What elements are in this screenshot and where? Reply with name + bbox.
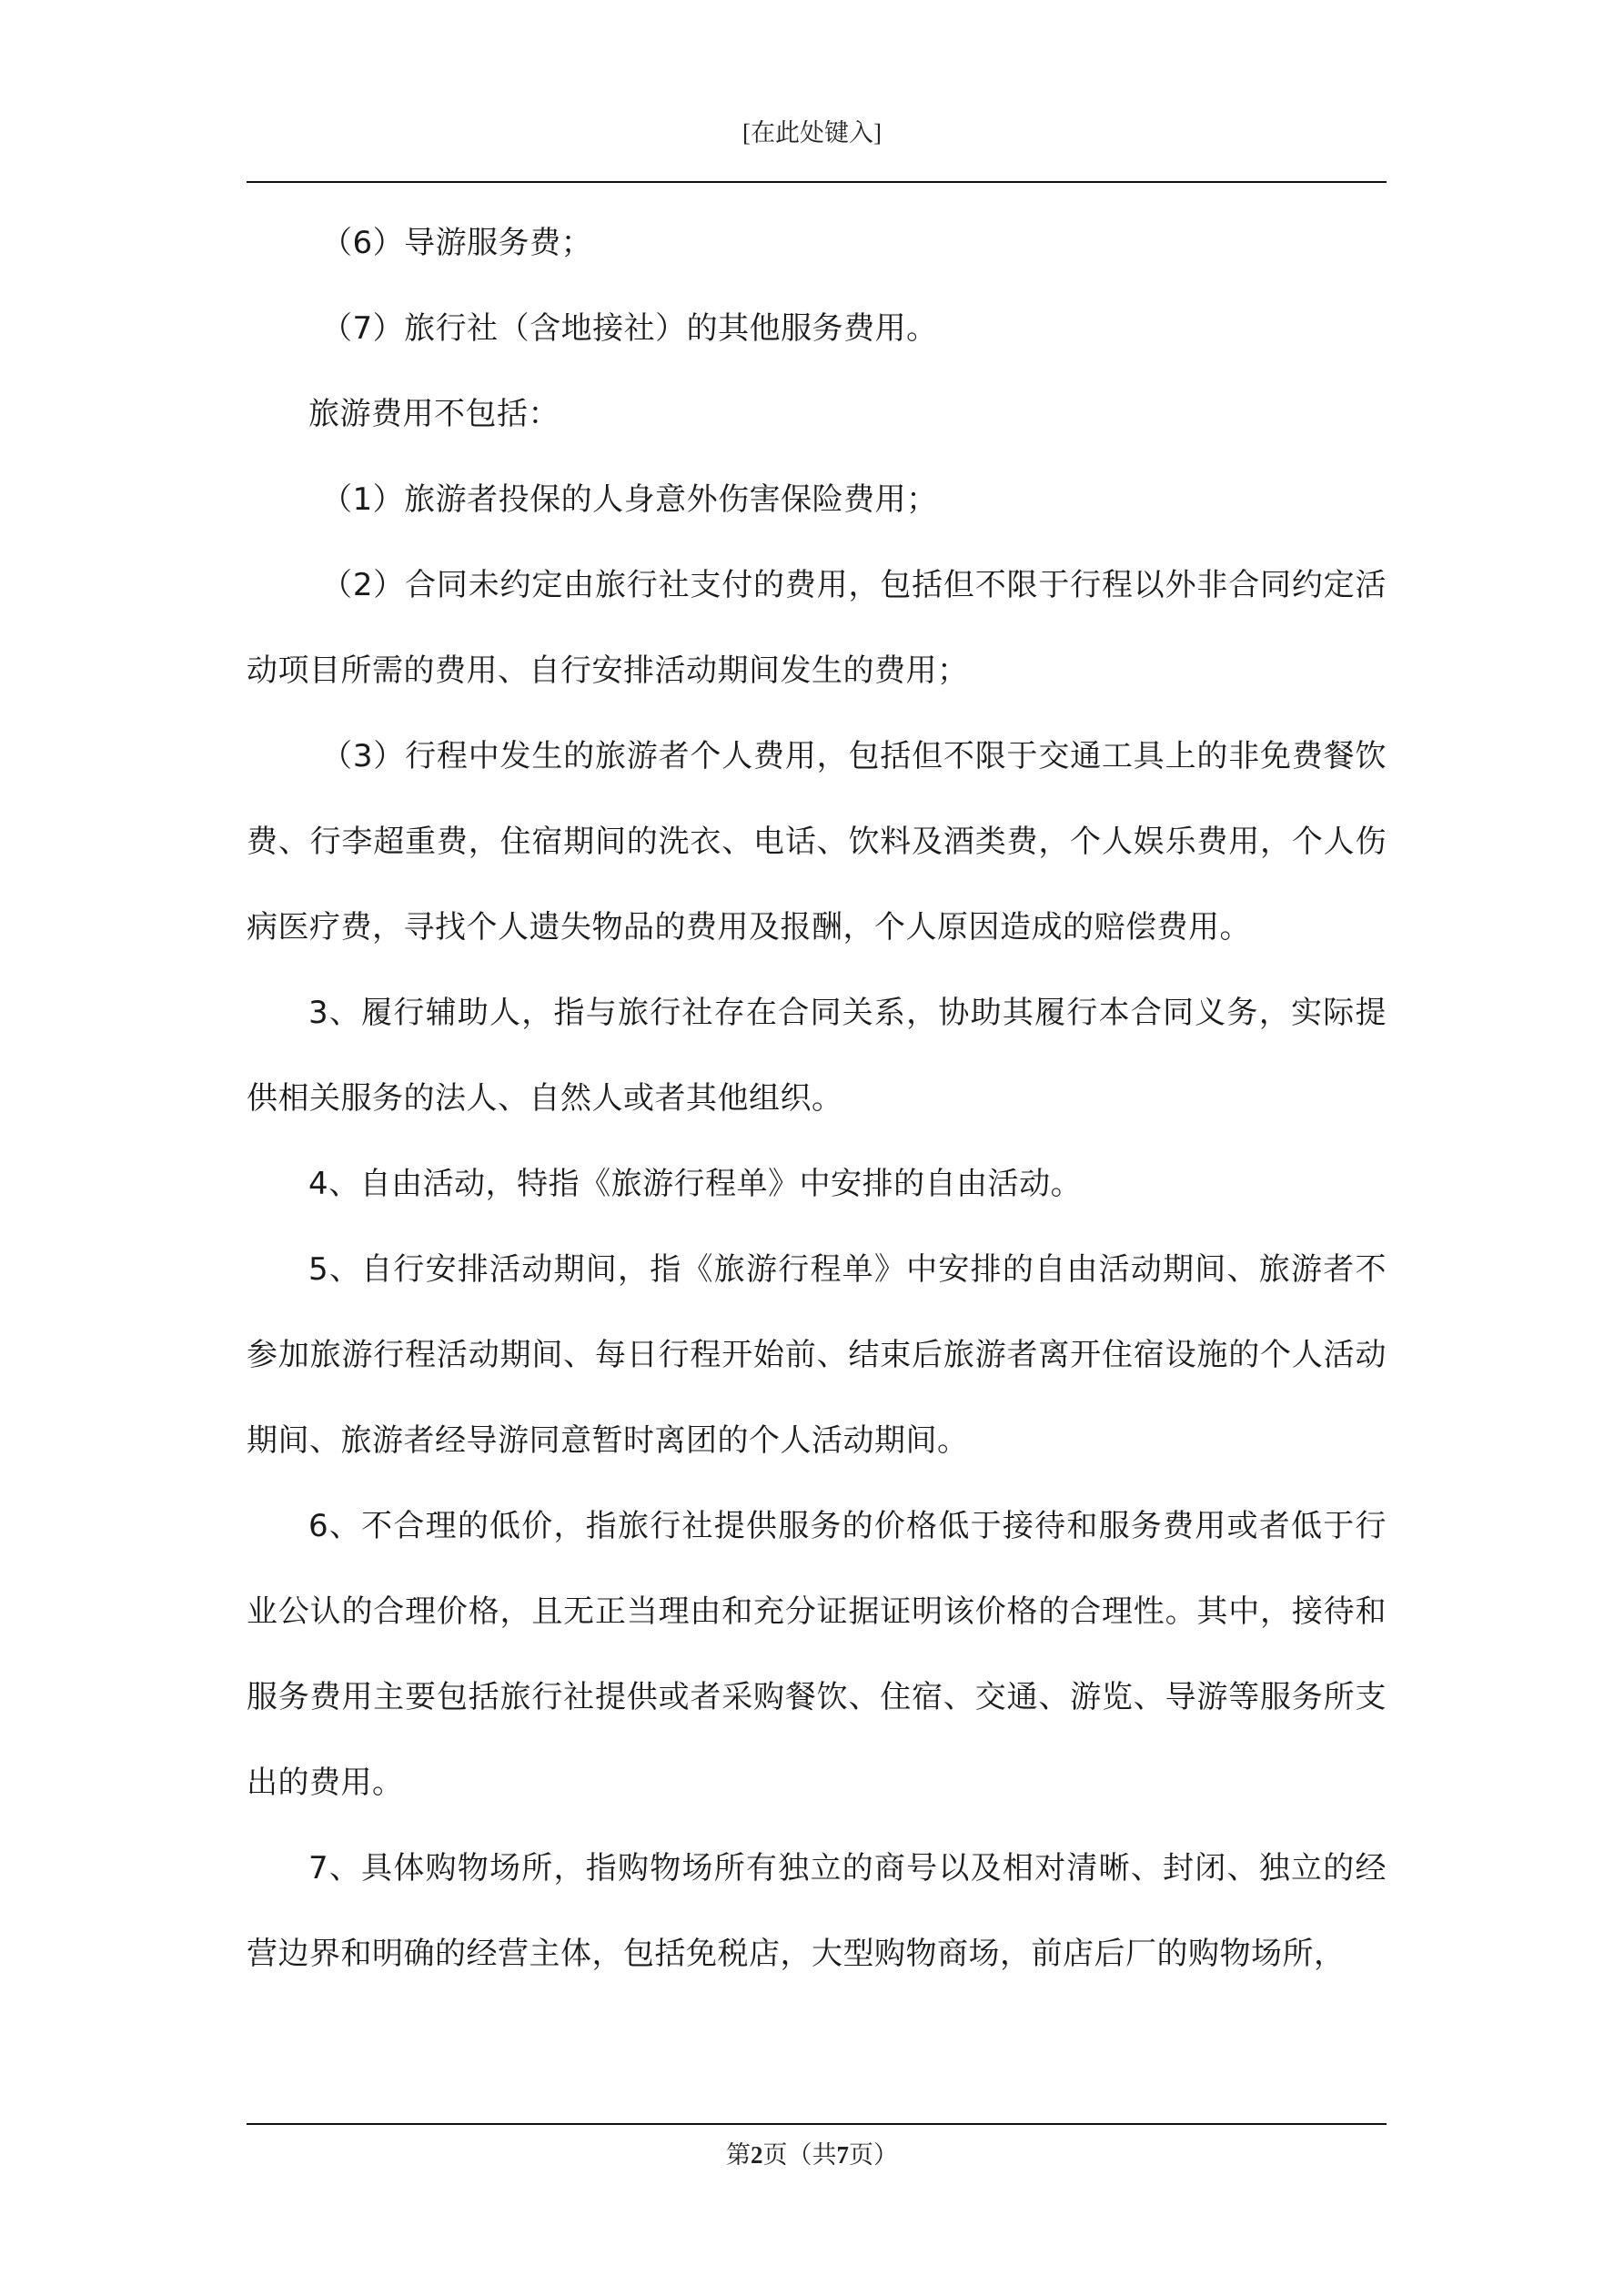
paragraph-item-6: （6）导游服务费； [321, 225, 593, 261]
paragraph-exclusion-2: （2）合同未约定由旅行社支付的费用，包括但不限于行程以外非合同约定活动项目所需的费用、自行安排活动期间发生的费用； [247, 567, 1387, 689]
paragraph-clause-3: 3、履行辅助人，指与旅行社存在合同关系，协助其履行本合同义务，实际提供相关服务的法人、自然人或者其他组织。 [247, 995, 1387, 1117]
paragraph-clause-6: 6、不合理的低价，指旅行社提供服务的价格低于接待和服务费用或者低于行业公认的合理价格，且无正当理由和充分证据证明该价格的合理性。其中，接待和服务费用主要包括旅行社提供或者采购餐饮、住宿、交通、游览、导游等服务所支出的费用。 [247, 1508, 1387, 1801]
page-header: [在此处键入] [742, 119, 882, 147]
document-body [247, 200, 1387, 1997]
footer-rule [247, 2123, 1387, 2125]
footer-prefix: 第 [726, 2141, 751, 2169]
footer-middle: 页（共 [762, 2141, 837, 2169]
header-rule [247, 181, 1387, 183]
paragraph-exclusion-1: （1）旅游者投保的人身意外伤害保险费用； [321, 481, 938, 518]
paragraph-exclusion-3: （3）行程中发生的旅游者个人费用，包括但不限于交通工具上的非免费餐饮费、行李超重费，住宿期间的洗衣、电话、饮料及酒类费，个人娱乐费用，个人伤病医疗费，寻找个人遗失物品的费用及报酬，个人原因造成的赔偿费用。 [247, 738, 1387, 946]
page-footer [0, 2139, 1624, 2171]
footer-total-pages: 7 [836, 2141, 849, 2169]
paragraph-exclusions-heading: 旅游费用不包括： [308, 396, 560, 432]
paragraph-clause-5: 5、自行安排活动期间，指《旅游行程单》中安排的自由活动期间、旅游者不参加旅游行程活动期间、每日行程开始前、结束后旅游者离开住宿设施的个人活动期间、旅游者经导游同意暂时离团的个人活动期间。 [247, 1251, 1387, 1459]
paragraph-clause-4: 4、自由活动，特指《旅游行程单》中安排的自由活动。 [308, 1166, 1083, 1202]
paragraph-item-7: （7）旅行社（含地接社）的其他服务费用。 [321, 310, 938, 347]
paragraph-clause-7: 7、具体购物场所，指购物场所有独立的商号以及相对清晰、封闭、独立的经营边界和明确的经营主体，包括免税店，大型购物商场，前店后厂的购物场所， [247, 1850, 1387, 1972]
footer-suffix: 页） [849, 2141, 898, 2169]
footer-page-number: 2 [751, 2141, 763, 2169]
